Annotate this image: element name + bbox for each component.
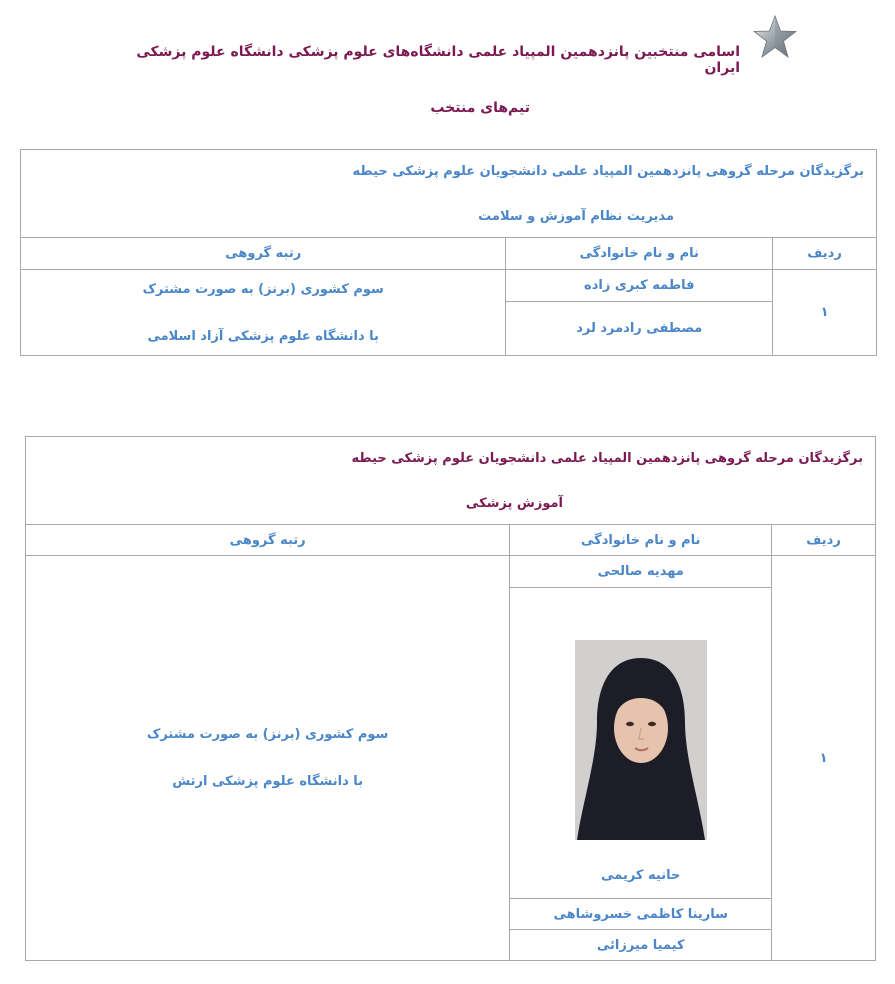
member-name: حانیه کریمی: [601, 868, 681, 883]
table-heading-line1: برگزیدگان مرحله گروهی پانزدهمین المپیاد علمی دانشجویان علوم پزشکی حیطه: [352, 163, 864, 179]
table-heading: [21, 150, 877, 238]
member-name: فاطمه کبری زاده: [506, 270, 773, 302]
table-heading-line2: آموزش پزشکی: [465, 495, 563, 511]
group-rank-line1: سوم کشوری (برنز) به صورت مشترک: [142, 281, 384, 297]
column-header-row: ردیف: [773, 238, 877, 270]
member-name: مهدیه صالحی: [510, 556, 772, 588]
column-header-rank: رتبه گروهی: [21, 238, 506, 270]
column-header-rank: رتبه گروهی: [26, 525, 510, 556]
group-rank-line2: با دانشگاه علوم پزشکی ارتش: [172, 774, 364, 789]
group-rank: [21, 270, 506, 356]
column-header-name: نام و نام خانوادگی: [510, 525, 772, 556]
table-heading-line1: برگزیدگان مرحله گروهی پانزدهمین المپیاد علمی دانشجویان علوم پزشکی حیطه: [351, 450, 863, 466]
group-rank-line2: با دانشگاه علوم پزشکی آزاد اسلامی: [147, 328, 379, 344]
member-name: سارینا کاظمی خسروشاهی: [510, 899, 772, 930]
row-number: ۱: [773, 270, 877, 356]
table-heading-line2: مدیریت نظام آموزش و سلامت: [478, 208, 674, 224]
row-number: ۱: [772, 556, 876, 961]
portrait-image: [575, 640, 707, 840]
column-header-row: ردیف: [772, 525, 876, 556]
member-with-photo: [510, 588, 772, 899]
member-name: مصطفی رادمرد لرد: [506, 302, 773, 356]
member-name: کیمیا میرزائی: [510, 930, 772, 961]
column-header-name: نام و نام خانوادگی: [506, 238, 773, 270]
section-title: تیم‌های منتخب: [430, 100, 530, 116]
group-rank: [26, 556, 510, 961]
star-icon: [752, 14, 798, 60]
table-heading: [26, 437, 876, 525]
results-table-management: [20, 149, 877, 356]
student-portrait-photo: [575, 640, 707, 840]
page-title: اسامی منتخبین پانزدهمین المپیاد علمی دانشگاه‌های علوم پزشکی دانشگاه علوم پزشکی ایران: [136, 44, 740, 76]
group-rank-line1: سوم کشوری (برنز) به صورت مشترک: [147, 727, 389, 742]
results-table-medical-education: [25, 436, 876, 961]
